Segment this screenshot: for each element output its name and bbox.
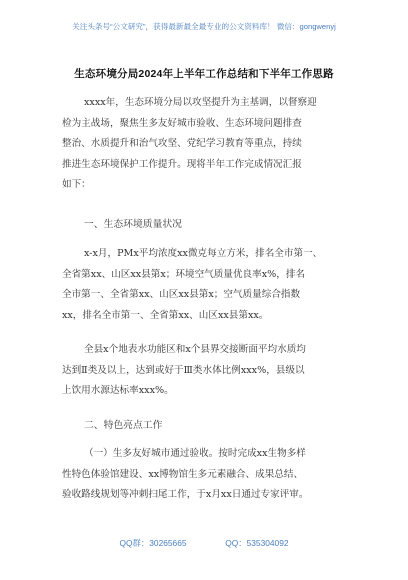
paragraph-line: 推进生态环境保护工作提升。现将半年工作完成情况汇报 <box>62 158 302 170</box>
air-quality-paragraph <box>62 244 350 326</box>
highlight-paragraph <box>62 444 350 506</box>
paragraph-line: xxxx年，生态环境分局以攻坚提升为主基调，以督察迎 <box>84 97 317 108</box>
section-heading-1: 一、生态环境质量状况 <box>84 219 182 230</box>
paragraph-line: 全县x个地表水功能区和x个县界交接断面平均水质均 <box>84 344 306 355</box>
paragraph-line: x-x月，PMx平均浓度xx微克每立方米，排名全市第一、 <box>84 248 323 259</box>
document-title: 生态环境分局2024年上半年工作总结和下半年工作思路 <box>74 68 334 80</box>
water-quality-paragraph <box>62 340 350 402</box>
paragraph-line: 全市第一、全省第xx、山区xx县第x；空气质量综合指数 <box>62 289 301 300</box>
paragraph-line: xx，排名全市第一、全省第xx、山区xx县第xx。 <box>62 309 269 321</box>
header-banner: 关注头条号“公文研究”，获得最新最全最专业的公文资料库！ 微信：gongwenyj <box>72 22 336 31</box>
footer-qq: QQ：535304092 <box>225 538 289 548</box>
paragraph-line: 性特色体验馆建设、xx博物馆生多元素融合、成果总结、 <box>62 468 304 480</box>
paragraph-line: （一）生多友好城市通过验收。按时完成xx生物多样 <box>84 448 306 459</box>
intro-paragraph <box>62 93 350 196</box>
paragraph-line: 整治、水质提升和治气攻坚、党纪学习教育等重点，持续 <box>62 138 302 149</box>
footer-contact <box>0 537 408 549</box>
section-heading-2: 二、特色亮点工作 <box>84 420 163 431</box>
footer-qq-group: QQ群：30265665 <box>119 538 187 548</box>
paragraph-line: 验收路线规划等冲刺扫尾工作，于x月xx日通过专家评审。 <box>62 489 309 500</box>
paragraph-line: 上饮用水源达标率xxx%。 <box>62 385 174 396</box>
paragraph-line: 达到Ⅱ类及以上，达到或好于Ⅲ类水体比例xxx%，县级以 <box>62 364 305 376</box>
paragraph-line: 如下： <box>62 179 91 190</box>
paragraph-line: 全省第xx、山区xx县第x；环境空气质量优良率x%，排名 <box>62 268 306 280</box>
paragraph-line: 检为主战场，聚焦生多友好城市验收、生态环境问题排查 <box>62 117 302 129</box>
